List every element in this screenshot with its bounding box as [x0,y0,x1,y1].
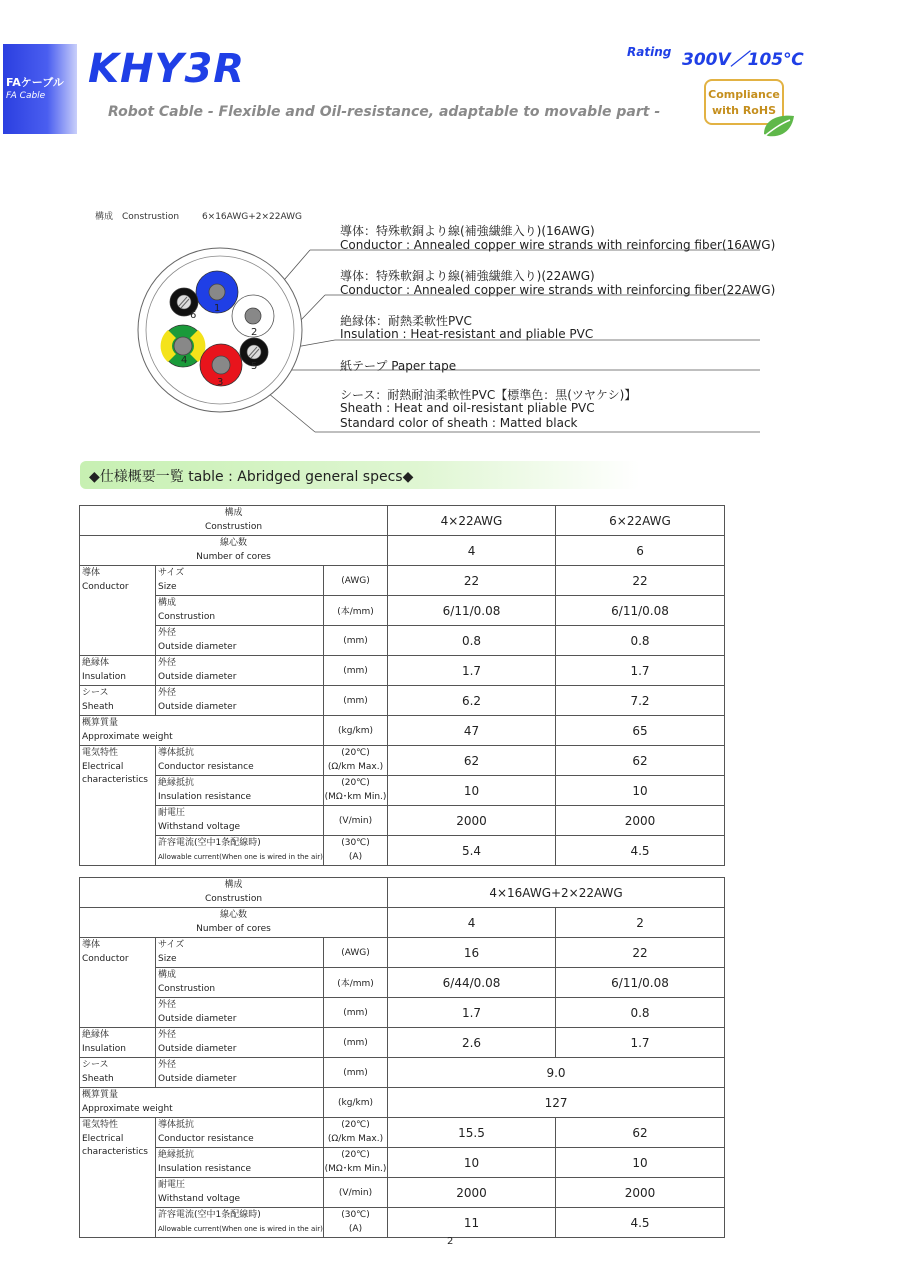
table-cell [156,1178,324,1208]
table-row [80,908,725,938]
core-number-1: 1 [214,303,221,314]
rating-value: 300V／105℃ [682,50,804,70]
table-cell [80,746,156,866]
text-label: シース [82,688,109,698]
text-label: 導体抵抗 [158,748,195,758]
table-row [80,1178,725,1208]
text-label: Outside diameter [158,642,237,652]
text-label: Construstion [204,894,263,904]
text-label: 6×16AWG+2×22AWG [201,212,302,222]
table-cell: 10 [388,776,556,806]
table-cell: (V/min) [324,1178,388,1208]
text-label: Number of cores [196,552,271,562]
rating-label: Rating [627,45,672,59]
text-label: Size [158,954,177,964]
t2-col: 4×16AWG+2×22AWG [388,878,725,908]
table-cell [324,1118,388,1148]
table-cell: 4 [388,908,556,938]
text-label: 電気特性 [82,1120,119,1130]
annotation-sheath-jp: シース：耐熱耐油柔軟性PVC【標準色：黒(ツヤケシ)】 [340,388,637,402]
core-number-3: 3 [217,377,224,388]
table-cell [324,836,388,866]
rohs-line1: Compliance [708,88,780,101]
annotation-sheath-en: Sheath : Heat and oil-resistant pliable PVC [340,401,595,415]
text-label: Conductor [82,954,129,964]
text-label: 構成 [158,970,177,980]
table-cell [324,1148,388,1178]
text-label: Conductor resistance [158,1134,254,1144]
text-label: シース [82,1060,109,1070]
table-row [80,968,725,998]
table-cell: 2.6 [388,1028,556,1058]
annotation-conductor-22-en: Conductor : Annealed copper wire strands with reinforcing fiber(22AWG) [340,283,776,297]
table-cell [80,878,388,908]
text-label: 許容電流(空中1条配線時) [158,1210,261,1220]
table-cell: (mm) [324,1058,388,1088]
text-label: Insulation [82,672,127,682]
table-row [80,656,725,686]
table-row [80,806,725,836]
table-cell: 22 [388,566,556,596]
section-title: ◆仕様概要一覧 table : Abridged general specs◆ [89,469,414,485]
table-row [80,596,725,626]
text-label: 線心数 [220,538,248,548]
page-number: 2 [447,1236,454,1247]
table-cell: 0.8 [388,626,556,656]
text-label: 外径 [158,688,177,698]
text-label: 導体抵抗 [158,1120,195,1130]
table-cell: (本/mm) [324,596,388,626]
table-cell: 2000 [388,806,556,836]
table-cell: 15.5 [388,1118,556,1148]
text-label: 概算質量 [82,718,119,728]
text-label: (20℃) [341,1120,370,1130]
table-cell [80,938,156,1028]
text-label: 構成 [224,880,243,890]
table-cell: 6/11/0.08 [388,596,556,626]
table-cell: (mm) [324,626,388,656]
table-cell: 0.8 [556,998,725,1028]
model-subtitle: Robot Cable - Flexible and Oil-resistance, adaptable to movable part - [108,104,661,120]
annotation-conductor-16-jp: 導体：特殊軟銅より線(補強繊維入り)(16AWG) [340,224,595,238]
table-row [80,716,725,746]
rohs-line2: with RoHS [711,104,776,117]
table-cell: 6/11/0.08 [556,596,725,626]
table-row [80,878,725,908]
text-label: Insulation [82,1044,127,1054]
text-label: Sheath [82,702,114,712]
table-cell: 5.4 [388,836,556,866]
table-cell: 47 [388,716,556,746]
text-label: サイズ [158,568,185,578]
table-row [80,686,725,716]
text-label: 構成 [224,508,243,518]
table-cell [324,776,388,806]
table-cell [80,656,156,686]
table-cell: 6.2 [388,686,556,716]
table-cell [80,536,388,566]
table-row [80,626,725,656]
table-cell: 4.5 [556,1208,725,1238]
table-cell [156,968,324,998]
table-row [80,1028,725,1058]
text-label: Insulation resistance [158,792,252,802]
table-row [80,776,725,806]
text-label: Outside diameter [158,1074,237,1084]
text-label: (30℃) [341,1210,370,1220]
text-label: Conductor [82,582,129,592]
text-label: Sheath [82,1074,114,1084]
table-row [80,1208,725,1238]
text-label: 外径 [158,1060,177,1070]
text-label: 構成 [158,598,177,608]
table-cell [80,1118,156,1238]
table-row [80,1088,725,1118]
table-cell [156,1118,324,1148]
table-cell: 127 [388,1088,725,1118]
text-label: (A) [348,852,363,862]
text-label: Outside diameter [158,672,237,682]
table-cell [156,1208,324,1238]
category-jp: FAケーブル [6,76,64,89]
annotation-sheath-color: Standard color of sheath : Matted black [340,416,578,430]
leaf-icon [760,112,798,140]
text-label: 導体 [82,568,101,578]
table-cell: 16 [388,938,556,968]
text-label: characteristics [82,775,148,785]
category-en: FA Cable [6,91,46,101]
table-cell [156,1148,324,1178]
table-cell [80,566,156,656]
table-row [80,536,725,566]
table-cell: 6/44/0.08 [388,968,556,998]
text-label: characteristics [82,1147,148,1157]
text-label: 構成 Construstion [95,212,180,222]
core-number-2: 2 [251,327,258,338]
table-cell: 7.2 [556,686,725,716]
table-cell: 65 [556,716,725,746]
text-label: (30℃) [341,838,370,848]
table-cell: 2000 [556,806,725,836]
table-cell [80,1058,156,1088]
table-row [80,998,725,1028]
table-cell [156,806,324,836]
table-row [80,506,725,536]
text-label: Number of cores [196,924,271,934]
table-cell [80,716,324,746]
text-label: 外径 [158,628,177,638]
annotation-insulation-jp: 絶縁体：耐熱柔軟性PVC [340,314,472,328]
table-cell [80,908,388,938]
table-cell [156,938,324,968]
annotation-paper-tape: 紙テープ Paper tape [340,359,457,373]
text-label: 線心数 [220,910,248,920]
text-label: Outside diameter [158,702,237,712]
table-cell: 1.7 [388,998,556,1028]
table-cell [324,1208,388,1238]
table-cell: (AWG) [324,566,388,596]
table-cell: 6 [556,536,725,566]
text-label: Insulation resistance [158,1164,252,1174]
table-cell [156,566,324,596]
table-cell: (V/min) [324,806,388,836]
text-label: Conductor resistance [158,762,254,772]
text-label: Construstion [204,522,263,532]
table-cell: 10 [388,1148,556,1178]
text-label: 外径 [158,1000,177,1010]
text-label: 耐電圧 [158,1180,186,1190]
text-label: (Ω/km Max.) [327,762,384,772]
table-cell: (mm) [324,998,388,1028]
table-cell [156,776,324,806]
table-row [80,746,725,776]
table-cell [156,626,324,656]
table-cell: (mm) [324,1028,388,1058]
text-label: (MΩ･km Min.) [324,1164,387,1174]
text-label: 絶縁抵抗 [158,1150,195,1160]
model-title: KHY3R [88,46,246,92]
text-label: 耐電圧 [158,808,186,818]
table-cell: 11 [388,1208,556,1238]
table-cell: 2000 [388,1178,556,1208]
table-cell: 1.7 [388,656,556,686]
table-cell: 1.7 [556,656,725,686]
table-cell: 0.8 [556,626,725,656]
table-cell [156,656,324,686]
construction-label [95,209,302,222]
table-cell: (kg/km) [324,1088,388,1118]
core-number-6: 6 [190,310,197,321]
table-cell: 6/11/0.08 [556,968,725,998]
text-label: (20℃) [341,1150,370,1160]
text-label: 導体 [82,940,101,950]
table-cell: (AWG) [324,938,388,968]
annotation-insulation-en: Insulation : Heat-resistant and pliable PVC [340,327,594,341]
text-label: (20℃) [341,778,370,788]
text-label: Outside diameter [158,1014,237,1024]
text-label: (MΩ･km Min.) [324,792,387,802]
t1-col-b: 6×22AWG [556,506,725,536]
table-row [80,566,725,596]
table-cell [156,746,324,776]
table-cell [156,1058,324,1088]
core-number-5: 5 [251,361,258,372]
table-cell: (kg/km) [324,716,388,746]
text-label: Approximate weight [82,1104,173,1114]
table-cell [156,1028,324,1058]
table-cell: 2 [556,908,725,938]
table-cell [80,1028,156,1058]
text-label: 絶縁体 [82,658,110,668]
table-cell [80,506,388,536]
text-label: Outside diameter [158,1044,237,1054]
table-cell: (mm) [324,686,388,716]
text-label: 概算質量 [82,1090,119,1100]
table-cell: 2000 [556,1178,725,1208]
annotation-conductor-16-en: Conductor : Annealed copper wire strands with reinforcing fiber(16AWG) [340,238,776,252]
core-number-4: 4 [181,355,188,366]
table-cell [156,686,324,716]
text-label: (20℃) [341,748,370,758]
table-cell: 22 [556,938,725,968]
table-cell: 10 [556,1148,725,1178]
text-label: Allowable current(When one is wired in the air) [158,1225,323,1233]
text-label: Withstand voltage [158,822,241,832]
table-cell: 1.7 [556,1028,725,1058]
table-row [80,938,725,968]
text-label: Approximate weight [82,732,173,742]
table-cell: (本/mm) [324,968,388,998]
table-cell: 10 [556,776,725,806]
text-label: (Ω/km Max.) [327,1134,384,1144]
table-cell: 4.5 [556,836,725,866]
table-row [80,836,725,866]
table-cell [80,1088,324,1118]
table-cell: 4 [388,536,556,566]
table-cell: 62 [388,746,556,776]
table-cell [80,686,156,716]
text-label: 許容電流(空中1条配線時) [158,838,261,848]
annotation-conductor-22-jp: 導体：特殊軟銅より線(補強繊維入り)(22AWG) [340,269,595,283]
table-cell: 22 [556,566,725,596]
table-cell [324,746,388,776]
spec-table-2 [79,877,725,1238]
table-cell: 62 [556,1118,725,1148]
table-cell: 62 [556,746,725,776]
table-row [80,1148,725,1178]
text-label: 電気特性 [82,748,119,758]
table-cell: (mm) [324,656,388,686]
table-cell [156,836,324,866]
spec-table-1 [79,505,725,866]
text-label: (A) [348,1224,363,1234]
text-label: Allowable current(When one is wired in the air) [158,853,323,861]
table-cell: 9.0 [388,1058,725,1088]
text-label: 外径 [158,658,177,668]
text-label: 絶縁抵抗 [158,778,195,788]
t1-col-a: 4×22AWG [388,506,556,536]
table-row [80,1118,725,1148]
text-label: 絶縁体 [82,1030,110,1040]
text-label: サイズ [158,940,185,950]
text-label: Construstion [158,612,216,622]
text-label: Construstion [158,984,216,994]
table-row [80,1058,725,1088]
text-label: 外径 [158,1030,177,1040]
table-cell [156,596,324,626]
section-title-bar [80,461,640,489]
table-cell [156,998,324,1028]
text-label: Electrical [82,762,124,772]
text-label: Size [158,582,177,592]
text-label: Electrical [82,1134,124,1144]
text-label: Withstand voltage [158,1194,241,1204]
